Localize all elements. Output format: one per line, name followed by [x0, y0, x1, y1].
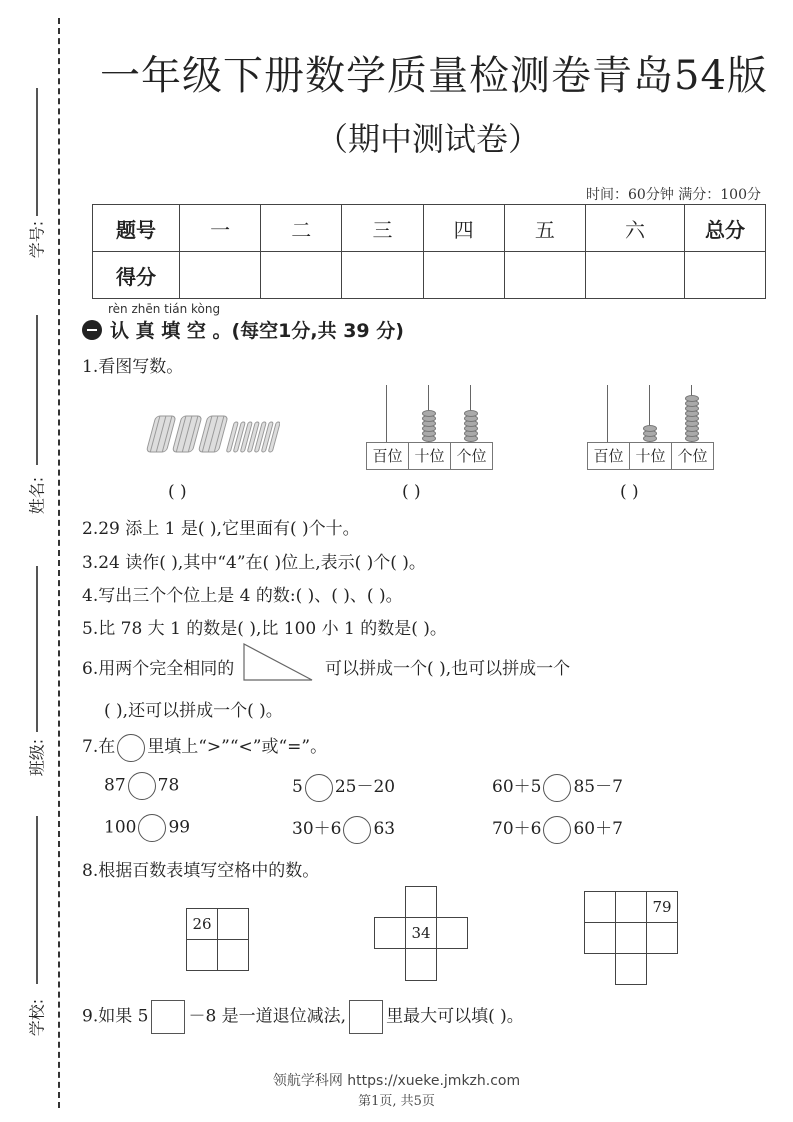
compare-item: 100 99 — [104, 814, 190, 842]
answer-blank[interactable]: ( ) — [402, 482, 421, 502]
header-cell: 一 — [180, 205, 261, 252]
header-cell: 题号 — [93, 205, 180, 252]
compare-item: 60＋5 85－7 — [492, 772, 623, 802]
class-label: 班级: — [27, 738, 47, 777]
score-label: 得分 — [93, 252, 180, 299]
compare-item: 5 25－20 — [292, 772, 395, 802]
score-cell[interactable] — [423, 252, 504, 299]
compare-circle[interactable] — [128, 772, 156, 800]
name-line — [36, 315, 38, 465]
header-cell: 三 — [342, 205, 423, 252]
page-subtitle: （期中测试卷） — [316, 120, 541, 158]
score-table — [92, 204, 766, 299]
section-title: 认 真 填 空 。(每空1分,共 39 分) — [110, 320, 404, 342]
score-cell[interactable] — [342, 252, 423, 299]
triangle-icon — [242, 642, 316, 684]
digit-box[interactable] — [151, 1000, 185, 1034]
section-number-icon — [82, 320, 102, 340]
header-cell: 五 — [504, 205, 585, 252]
abacus-place-labels: 百位 十位 个位 — [587, 442, 714, 470]
compare-item: 87 78 — [104, 772, 179, 800]
score-cell[interactable] — [586, 252, 685, 299]
answer-blank[interactable]: ( ) — [620, 482, 639, 502]
compare-circle[interactable] — [305, 774, 333, 802]
score-cell[interactable] — [685, 252, 766, 299]
school-line — [36, 816, 38, 984]
question-6: 6.用两个完全相同的 可以拼成一个( ),也可以拼成一个 — [82, 654, 570, 684]
compare-circle[interactable] — [543, 816, 571, 844]
school-label: 学校: — [27, 998, 47, 1037]
abacus-1 — [366, 380, 493, 470]
footer-page: 第1页, 共5页 — [358, 1094, 435, 1109]
abacus-place-labels: 百位 十位 个位 — [366, 442, 493, 470]
header-cell: 六 — [586, 205, 685, 252]
name-label: 姓名: — [27, 476, 47, 515]
score-cell[interactable] — [180, 252, 261, 299]
question-1: 1.看图写数。 — [82, 357, 184, 377]
question-2: 2.29 添上 1 是( ),它里面有( )个十。 — [82, 519, 360, 539]
compare-circle[interactable] — [343, 816, 371, 844]
class-line — [36, 566, 38, 732]
score-row — [93, 252, 766, 299]
question-3: 3.24 读作( ),其中“4”在( )位上,表示( )个( )。 — [82, 553, 426, 573]
section-heading — [82, 316, 404, 343]
compare-circle[interactable] — [138, 814, 166, 842]
page-title: 一年级下册数学质量检测卷青岛54版 — [100, 53, 768, 99]
question-7: 7.在 里填上“>”“<”或“=”。 — [82, 732, 327, 762]
compare-item: 70＋6 60＋7 — [492, 814, 623, 844]
header-cell: 二 — [261, 205, 342, 252]
header-cell: 四 — [423, 205, 504, 252]
footer-site: 领航学科网 https://xueke.jmkzh.com — [272, 1073, 521, 1089]
abacus-2 — [587, 380, 714, 470]
score-cell[interactable] — [504, 252, 585, 299]
compare-item: 30＋6 63 — [292, 814, 395, 844]
exam-meta: 时间：60分钟 满分：100分 — [586, 187, 761, 203]
compare-circle[interactable] — [543, 774, 571, 802]
answer-blank[interactable]: ( ) — [168, 482, 187, 502]
header-cell: 总分 — [685, 205, 766, 252]
sticks-image — [145, 412, 280, 460]
section-pinyin: rèn zhēn tián kòng — [108, 302, 221, 316]
binding-dashed-line — [58, 18, 60, 1108]
question-4: 4.写出三个个位上是 4 的数:( )、( )、( )。 — [82, 586, 403, 606]
question-9: 9.如果 5 －8 是一道退位减法, 里最大可以填( )。 — [82, 1000, 524, 1034]
student-id-line — [36, 88, 38, 216]
question-8: 8.根据百数表填写空格中的数。 — [82, 861, 320, 881]
circle-icon — [117, 734, 145, 762]
score-header-row — [93, 205, 766, 252]
student-id-label: 学号: — [27, 220, 47, 259]
square-icon — [349, 1000, 383, 1034]
question-5: 5.比 78 大 1 的数是( ),比 100 小 1 的数是( )。 — [82, 619, 447, 639]
question-6-cont: ( ),还可以拼成一个( )。 — [104, 701, 283, 721]
score-cell[interactable] — [261, 252, 342, 299]
